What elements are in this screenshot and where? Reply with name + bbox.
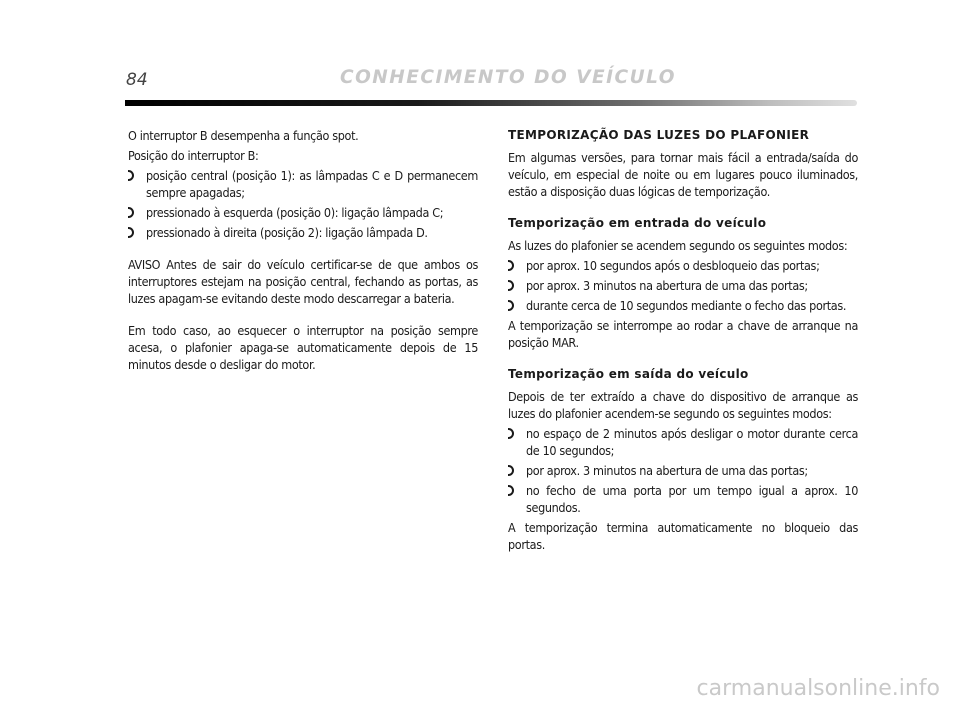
entry-heading: Temporização em entrada do veículo (508, 216, 767, 230)
intro-text: O interruptor B desempenha a função spot. (128, 128, 359, 143)
list-item (508, 425, 858, 459)
bullet-icon (508, 428, 514, 439)
left-column (128, 127, 478, 376)
list-item (508, 277, 858, 294)
right-column (508, 127, 858, 556)
section-heading: TEMPORIZAÇÃO DAS LUZES DO PLAFONIER (508, 128, 810, 142)
list-item (128, 224, 478, 241)
list-item-text: posição central (posição 1): as lâmpadas C e D permanecem sempre apagadas; (146, 168, 478, 200)
position-list (128, 167, 478, 241)
note-text: Em todo caso, ao esquecer o interruptor na posição sempre acesa, o plafonier apaga-se automaticamente depois de 15 minutos desde o desligar do motor. (128, 323, 478, 372)
header-rule (125, 100, 857, 106)
list-item-text: durante cerca de 10 segundos mediante o fecho das portas. (526, 298, 847, 313)
exit-heading: Temporização em saída do veículo (508, 367, 749, 381)
list-item (508, 482, 858, 516)
list-item-text: no espaço de 2 minutos após desligar o motor durante cerca de 10 segundos; (526, 426, 858, 458)
exit-lead: Depois de ter extraído a chave do dispositivo de arranque as luzes do plafonier acendem-se segundo os seguintes modos: (508, 389, 858, 421)
list-item-text: pressionado à esquerda (posição 0): ligação lâmpada C; (146, 205, 444, 220)
entry-list (508, 257, 858, 314)
bullet-icon (508, 280, 514, 291)
list-item-text: pressionado à direita (posição 2): ligação lâmpada D. (146, 225, 428, 240)
list-item (508, 257, 858, 274)
list-item (508, 462, 858, 479)
position-label: Posição do interruptor B: (128, 148, 259, 163)
section-intro: Em algumas versões, para tornar mais fácil a entrada/saída do veículo, em especial de noite ou em lugares pouco iluminados, estão a disposição duas lógicas de temporização. (508, 150, 858, 199)
bullet-icon (128, 227, 134, 238)
bullet-icon (508, 300, 514, 311)
bullet-icon (128, 207, 134, 218)
bullet-icon (128, 170, 134, 181)
bullet-icon (508, 485, 514, 496)
list-item (128, 204, 478, 221)
warning-text: AVISO Antes de sair do veículo certificar-se de que ambos os interruptores estejam na posição central, fechando as portas, as luzes apagam-se evitando deste modo descarregar a bateria. (128, 257, 478, 306)
list-item-text: no fecho de uma porta por um tempo igual a aprox. 10 segundos. (526, 483, 858, 515)
page-number: 84 (126, 70, 148, 90)
exit-closing: A temporização termina automaticamente no bloqueio das portas. (508, 520, 858, 552)
list-item (128, 167, 478, 201)
list-item-text: por aprox. 3 minutos na abertura de uma das portas; (526, 278, 808, 293)
list-item (508, 297, 858, 314)
list-item-text: por aprox. 10 segundos após o desbloqueio das portas; (526, 258, 820, 273)
list-item-text: por aprox. 3 minutos na abertura de uma das portas; (526, 463, 808, 478)
bullet-icon (508, 260, 514, 271)
bullet-icon (508, 465, 514, 476)
entry-closing: A temporização se interrompe ao rodar a chave de arranque na posição MAR. (508, 318, 858, 350)
running-title: CONHECIMENTO DO VEÍCULO (340, 67, 677, 88)
watermark: carmanualsonline.info (696, 676, 940, 701)
exit-list (508, 425, 858, 516)
entry-lead: As luzes do plafonier se acendem segundo os seguintes modos: (508, 238, 848, 253)
